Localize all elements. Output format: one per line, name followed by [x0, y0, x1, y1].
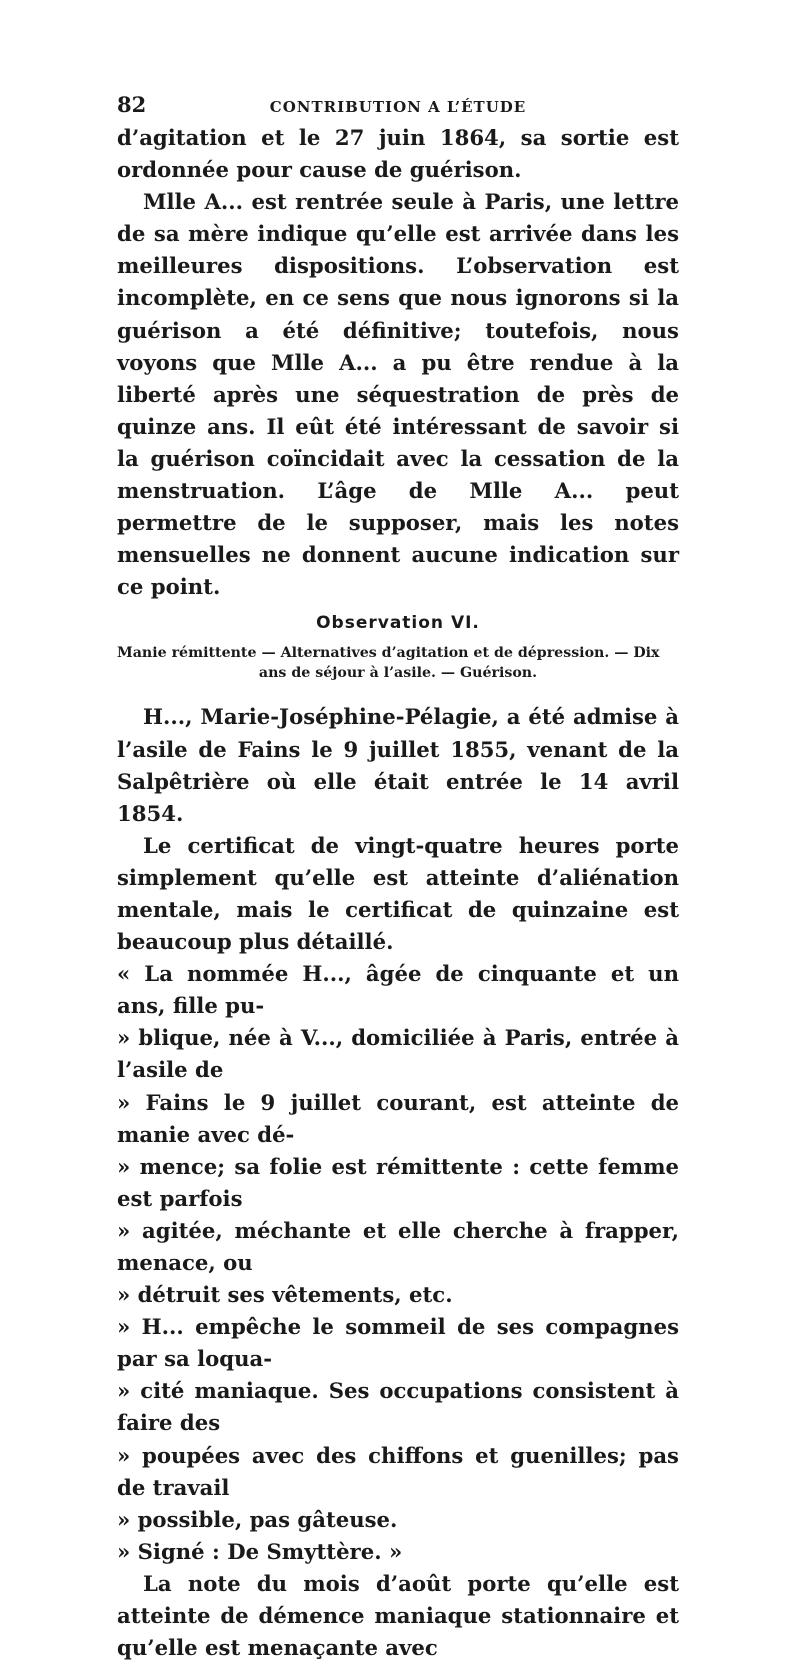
page-number: 82 [117, 92, 147, 117]
observation-summary [117, 643, 679, 683]
certificate-quote [117, 958, 679, 1568]
quote-line: » cité maniaque. Ses occupations consistent à faire des [117, 1378, 679, 1436]
paragraph: Mlle A... est rentrée seule à Paris, une lettre de sa mère indique qu’elle est arrivée dans les meilleures dispositions. L’observation est incomplète, en ce sens que nous ignorons si la guérison a été définitive; toutefois, nous voyons que Mlle A... a pu être rendue à la liberté après une séquestration de près de quinze ans. Il eût été intéressant de savoir si la guérison coïncidait avec la cessation de la menstruation. L’âge de Mlle A... peut permettre de le supposer, mais les notes mensuelles ne donnent aucune indication sur ce point. [117, 189, 679, 600]
observation-heading: Observation VI. [316, 613, 480, 634]
observation-summary-line: ans de séjour à l’asile. — Guérison. [258, 665, 538, 682]
body-text [117, 122, 679, 1664]
quote-line: » H... empêche le sommeil de ses compagnes par sa loqua- [117, 1314, 679, 1372]
running-title: CONTRIBUTION A L’ÉTUDE [269, 98, 527, 116]
paragraph: d’agitation et le 27 juin 1864, sa sortie est ordonnée pour cause de guérison. [117, 125, 679, 183]
quote-line: » mence; sa folie est rémittente : cette femme est parfois [117, 1153, 679, 1211]
quote-line: » blique, née à V..., domiciliée à Paris, entrée à l’asile de [117, 1025, 679, 1083]
observation-summary-line: Manie rémittente — Alternatives d’agitation et de dépression. — Dix [117, 645, 660, 662]
book-page [117, 92, 679, 1664]
paragraph: La note du mois d’août porte qu’elle est atteinte de démence maniaque stationnaire et qu’elle est menaçante avec [117, 1570, 679, 1661]
quote-line: » Fains le 9 juillet courant, est atteinte de manie avec dé- [117, 1089, 679, 1147]
quote-line: » poupées avec des chiffons et guenilles; pas de travail [117, 1442, 679, 1500]
signature: » Signé : De Smyttère. » [117, 1538, 403, 1564]
quote-line: » détruit ses vêtements, etc. [117, 1282, 453, 1308]
paragraph: Le certificat de vingt-quatre heures porte simplement qu’elle est atteinte d’aliénation mentale, mais le certificat de quinzaine est beaucoup plus détaillé. [117, 832, 679, 955]
quote-line: » agitée, méchante et elle cherche à frapper, menace, ou [117, 1217, 679, 1275]
quote-line: » possible, pas gâteuse. [117, 1506, 398, 1532]
page-header [117, 92, 679, 122]
paragraph: H..., Marie-Joséphine-Pélagie, a été admise à l’asile de Fains le 9 juillet 1855, venant de la Salpêtrière où elle était entrée le 14 avril 1854. [117, 704, 679, 826]
quote-line: « La nommée H..., âgée de cinquante et un ans, fille pu- [117, 961, 679, 1019]
